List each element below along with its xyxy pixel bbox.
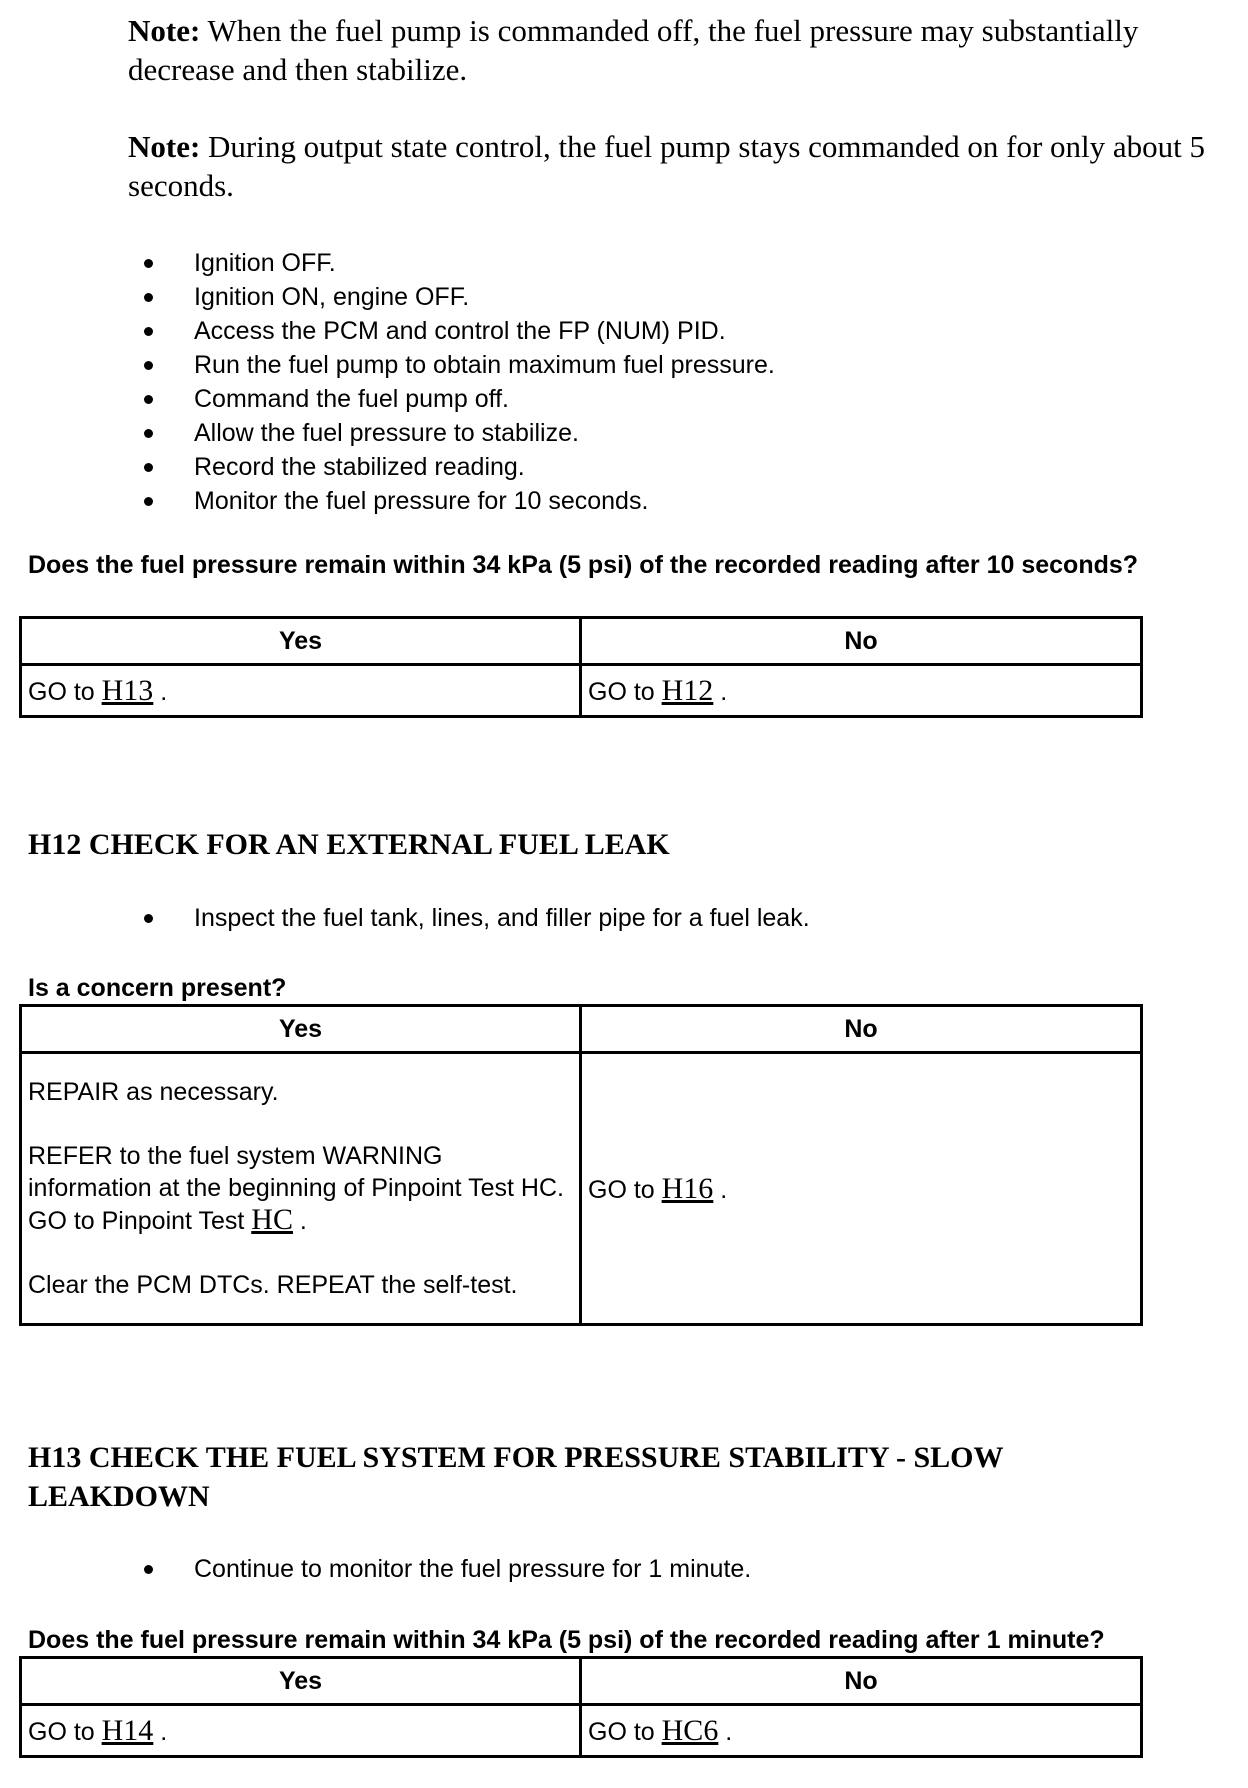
bullet-icon	[144, 327, 153, 336]
note-label: Note:	[128, 13, 201, 48]
h13-step-list	[140, 1552, 751, 1586]
note-text: During output state control, the fuel pump stays commanded on for only about 5 seconds.	[128, 129, 1206, 203]
bullet-icon	[144, 395, 153, 404]
note-fuel-pump-off	[128, 11, 1228, 89]
bullet-icon	[144, 914, 153, 923]
no-header: No	[581, 1006, 1142, 1053]
h12-heading: H12 CHECK FOR AN EXTERNAL FUEL LEAK	[28, 828, 670, 861]
h11-step-list	[140, 246, 775, 518]
yes-header: Yes	[21, 1658, 581, 1705]
clear-dtc-text: Clear the PCM DTCs. REPEAT the self-test.	[28, 1271, 518, 1299]
yes-cell: GO to H13 .	[21, 665, 581, 717]
note-text: When the fuel pump is commanded off, the fuel pressure may substantially decrease and then stabilize.	[128, 13, 1139, 87]
list-item: Record the stabilized reading.	[140, 450, 775, 484]
h12-question: Is a concern present?	[28, 974, 287, 1002]
h11-question: Does the fuel pressure remain within 34 kPa (5 psi) of the recorded reading after 10 seconds?	[28, 551, 1139, 579]
bullet-icon	[144, 497, 153, 506]
link-h12[interactable]: H12	[661, 673, 714, 707]
yes-cell: GO to H14 .	[21, 1705, 581, 1757]
list-item: Access the PCM and control the FP (NUM) PID.	[140, 314, 775, 348]
no-cell: GO to H12 .	[581, 665, 1142, 717]
list-item: Run the fuel pump to obtain maximum fuel pressure.	[140, 348, 775, 382]
h12-step-list	[140, 901, 810, 935]
list-item: Continue to monitor the fuel pressure for 1 minute.	[140, 1552, 751, 1586]
h13-heading: H13 CHECK THE FUEL SYSTEM FOR PRESSURE STABILITY - SLOW LEAKDOWN	[28, 1441, 1003, 1513]
note-output-state-control	[128, 127, 1228, 205]
list-item: Inspect the fuel tank, lines, and filler pipe for a fuel leak.	[140, 901, 810, 935]
link-hc[interactable]: HC	[251, 1203, 293, 1236]
note-label: Note:	[128, 129, 201, 164]
list-item: Monitor the fuel pressure for 10 seconds.	[140, 484, 775, 518]
no-header: No	[581, 618, 1142, 665]
list-item: Ignition OFF.	[140, 246, 775, 280]
refer-text: REFER to the fuel system WARNING information at the beginning of Pinpoint Test HC. GO to Pinpoint Test HC .	[28, 1142, 564, 1236]
h13-question: Does the fuel pressure remain within 34 kPa (5 psi) of the recorded reading after 1 minute?	[28, 1626, 1105, 1654]
yes-header: Yes	[21, 1006, 581, 1053]
no-cell: GO to H16 .	[581, 1053, 1142, 1325]
h12-answer-table	[19, 1004, 1143, 1326]
h13-answer-table	[19, 1656, 1143, 1758]
link-hc6[interactable]: HC6	[661, 1713, 719, 1747]
bullet-icon	[144, 361, 153, 370]
list-item: Command the fuel pump off.	[140, 382, 775, 416]
bullet-icon	[144, 463, 153, 472]
link-h14[interactable]: H14	[101, 1713, 154, 1747]
no-cell: GO to HC6 .	[581, 1705, 1142, 1757]
h11-answer-table	[19, 616, 1143, 718]
bullet-icon	[144, 1565, 153, 1574]
no-header: No	[581, 1658, 1142, 1705]
repair-text: REPAIR as necessary.	[28, 1078, 279, 1106]
yes-cell	[21, 1053, 581, 1325]
bullet-icon	[144, 293, 153, 302]
list-item: Ignition ON, engine OFF.	[140, 280, 775, 314]
bullet-icon	[144, 429, 153, 438]
bullet-icon	[144, 259, 153, 268]
link-h13[interactable]: H13	[101, 673, 154, 707]
link-h16[interactable]: H16	[661, 1171, 714, 1205]
list-item: Allow the fuel pressure to stabilize.	[140, 416, 775, 450]
yes-header: Yes	[21, 618, 581, 665]
